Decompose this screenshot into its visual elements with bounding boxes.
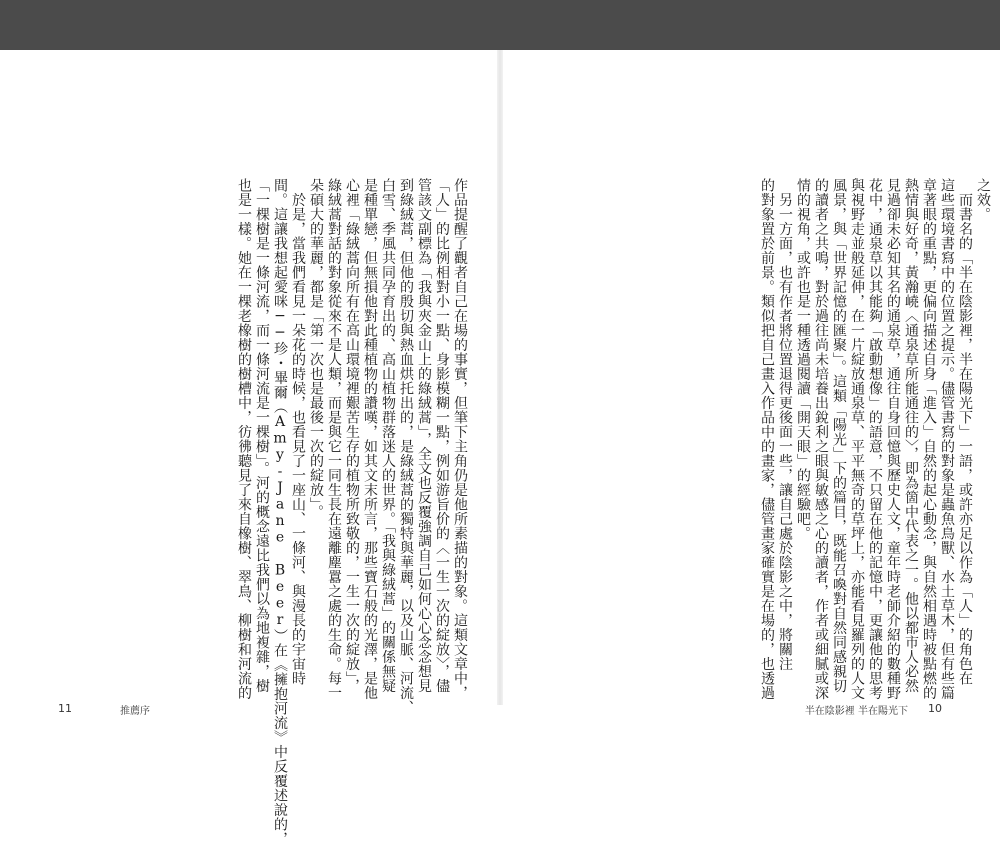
text-line: 這些環境書寫中的位置之提示。儘管書寫的對象是蟲魚鳥獸、水土草木，但有些篇 xyxy=(939,178,955,700)
page-number-right: 10 xyxy=(928,702,942,715)
text-line: 間。這讓我想起愛咪──珍・畢爾（Amy-Jane Beer）在《擁抱河流》中反覆述說的， xyxy=(272,178,288,846)
viewer-top-bar xyxy=(0,0,1000,50)
left-page-text xyxy=(235,178,469,846)
text-line: 之效。 xyxy=(975,178,991,222)
page-number-left: 11 xyxy=(58,702,72,715)
right-page-text xyxy=(758,178,992,700)
text-line: 風景，與「世界記憶的匯聚」。這類「陽光」下的篇目，既能召喚對自然同感親切 xyxy=(831,178,847,693)
text-line: 管該文副標為「我與夾金山上的綠絨蒿」，全文也反覆強調自己如何心心念念想見 xyxy=(416,178,432,693)
text-line: 章著眼的重點，更偏向描述自身「進入」自然的起心動念，與自然相遇時被點燃的 xyxy=(921,178,937,700)
left-page xyxy=(0,50,497,846)
text-line: 「一棵樹是一條河流，而一條河流是一棵樹」。河的概念遠比我們以為地複雜，樹 xyxy=(254,178,270,693)
text-line: 心裡「綠絨蒿向所有在高山環境裡艱苦生存的植物所致敬的，一生一次的綻放」， xyxy=(344,178,360,693)
text-line: 花中，通泉草以其能夠「啟動想像」的語意，不只留在他的記憶中，更讓他的思考 xyxy=(867,178,883,700)
text-line: 朵碩大的華麗，都是「第一次也是最後一次的綻放」。 xyxy=(308,178,324,519)
running-head-right: 半在陰影裡 半在陽光下 xyxy=(804,706,908,717)
text-line: 白雪、季風共同孕育出的、高山植物群落迷人的世界。「我與綠絨蒿」的關係無疑 xyxy=(380,178,396,693)
text-line: 於是，當我們看見一朵花的時候，也看見了一座山、一條河、與漫長的宇宙時 xyxy=(290,178,306,686)
text-line: 「人」的比例相對小一點、身影模糊一點，例如游旨价的〈一生一次的綻放〉，儘 xyxy=(434,178,450,693)
text-line: 而書名的「半在陰影裡，半在陽光下」一語，或許亦足以作為「人」的角色在 xyxy=(957,178,973,686)
text-line: 作品提醒了觀者自己在場的事實，但筆下主角仍是他所素描的對象。這類文章中， xyxy=(452,178,468,700)
text-line: 也是一樣。她在一棵老橡樹的樹槽中，彷彿聽見了來自橡樹、翠鳥、柳樹和河流的 xyxy=(236,178,252,700)
text-line: 的對象置於前景。類似把自己畫入作品中的畫家，儘管畫家確實是在場的，也透過 xyxy=(759,178,775,700)
text-line: 與視野走並般延伸，在一片綻放通泉草、平平無奇的草坪上，亦能看見羅列的人文 xyxy=(849,178,865,700)
text-line: 另一方面，也有作者將位置退得更後面一些，讓自己處於陰影之中，將關注 xyxy=(777,178,793,671)
text-line: 是種單戀，但無損他對此種植物的讚嘆，如其文末所言，那些寶石般的光澤，是他 xyxy=(362,178,378,700)
text-line: 情的視角，或許也是一種透過閱讀「開天眼」的經驗吧。 xyxy=(795,178,811,541)
text-line: 到綠絨蒿，但他的殷切與熱血烘托出的，是綠絨蒿的獨特與華麗，以及山脈、河流、 xyxy=(398,178,414,715)
text-line: 的讀者之共鳴，對於過往尚未培養出銳利之眼與敏感之心的讀者，作者或細膩或深 xyxy=(813,178,829,700)
text-line: 熱情與好奇，黃瀚嶢〈通泉草所能通往的〉，即為箇中代表之一。他以都市人必然 xyxy=(903,178,919,693)
running-head-left: 推薦序 xyxy=(120,706,150,717)
text-line: 綠絨蒿對話的對象從來不是人類，而是與它一同生長在遠離塵囂之處的生命。每一 xyxy=(326,178,342,700)
right-page xyxy=(503,50,1000,717)
text-line: 見過卻未必知其名的通泉草，通往自身回憶與歷史人文，童年時老師介紹的數種野 xyxy=(885,178,901,700)
